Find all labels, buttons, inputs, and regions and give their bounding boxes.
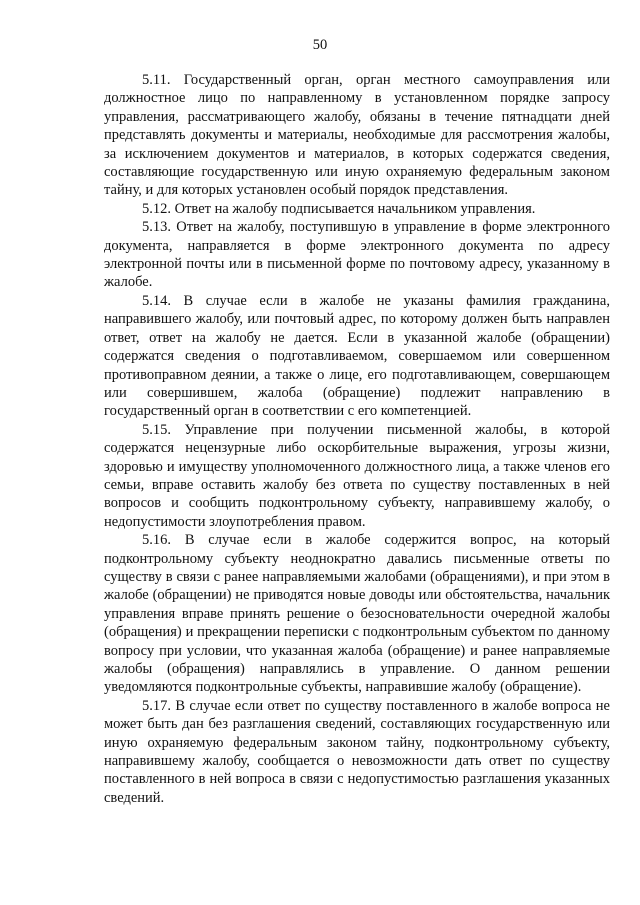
paragraph-5-16: 5.16. В случае если в жалобе содержится вопрос, на который подконтрольному субъекту неоднократно давались письменные ответы по существу в связи с ранее направляемыми жалобами (обращениями), и при этом в жалобе (обращении) не приводятся новые доводы или обстоятельства, начальник управления вправе принять решение о безосновательности очередной жалобы (обращения) и прекращении переписки с подконтрольным субъектом по данному вопросу при условии, что указанная жалоба (обращение) и ранее направляемые жалобы (обращения) направлялись в управление. О данном решении уведомляются подконтрольные субъекты, направившие жалобу (обращение). [104,532,610,696]
paragraph-5-12: 5.12. Ответ на жалобу подписывается начальником управления. [142,200,536,217]
paragraph-5-17: 5.17. В случае если ответ по существу поставленного в жалобе вопроса не может быть дан без разглашения сведений, составляющих государственную или иную охраняемую федеральным законом тайну, подконтрольному субъекту, направившему жалобу, сообщается о невозможности дать ответ по существу поставленного в ней вопроса в связи с недопустимостью разглашения указанных сведений. [104,697,610,806]
paragraph-5-15: 5.15. Управление при получении письменной жалобы, в которой содержатся нецензурные либо оскорбительные выражения, угрозы жизни, здоровью и имуществу уполномоченного должностного лица, а также членов его семьи, вправе оставить жалобу без ответа по существу поставленных в ней вопросов и сообщить подконтрольному субъекту, направившему жалобу, о недопустимости злоупотребления правом. [104,421,610,530]
paragraph-5-13: 5.13. Ответ на жалобу, поступившую в управление в форме электронного документа, направляется в форме электронного документа по адресу электронной почты или в письменной форме по почтовому адресу, указанному в жалобе. [104,219,610,291]
page-number: 50 [312,37,328,53]
document-body [104,71,610,807]
paragraph-5-14: 5.14. В случае если в жалобе не указаны фамилия гражданина, направившего жалобу, или почтовый адрес, по которому должен быть направлен ответ, ответ на жалобу не дается. Если в указанной жалобе (обращении) содержатся сведения о подготавливаемом, совершаемом или совершенном противоправном деянии, а также о лице, его подготавливающем, совершающем или совершившем, жалоба (обращение) подлежит направлению в государственный орган в соответствии с его компетенцией. [104,292,610,420]
paragraph-5-11: 5.11. Государственный орган, орган местного самоуправления или должностное лицо по направленному в установленном порядке запросу управления, рассматривающего жалобу, обязаны в течение пятнадцати дней представлять документы и материалы, необходимые для рассмотрения жалобы, за исключением документов и материалов, в которых содержатся сведения, составляющие государственную или иную охраняемую федеральным законом тайну, и для которых установлен особый порядок представления. [104,72,610,199]
